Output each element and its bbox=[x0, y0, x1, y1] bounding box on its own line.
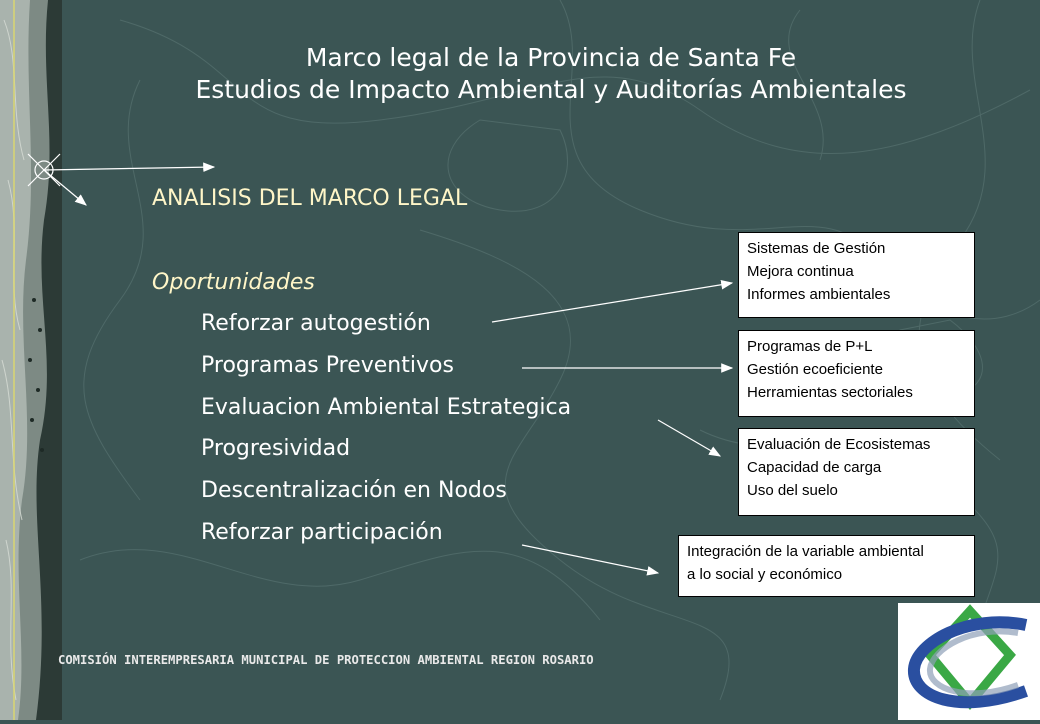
box-line: Capacidad de carga bbox=[747, 459, 882, 476]
item-programas-preventivos: Programas Preventivos bbox=[201, 353, 454, 378]
box-integracion bbox=[678, 535, 975, 597]
subheading-oportunidades: Oportunidades bbox=[152, 270, 315, 295]
logo-graphic bbox=[898, 603, 1040, 720]
box-line: Programas de P+L bbox=[747, 338, 873, 355]
section-heading: ANALISIS DEL MARCO LEGAL bbox=[152, 186, 468, 211]
box-line: Sistemas de Gestión bbox=[747, 240, 886, 257]
left-map-strip bbox=[0, 0, 62, 720]
footer-organization: COMISIÓN INTEREMPRESARIA MUNICIPAL DE PROTECCION AMBIENTAL REGION ROSARIO bbox=[58, 653, 594, 667]
box-line: Gestión ecoeficiente bbox=[747, 361, 883, 378]
box-sistemas-gestion bbox=[738, 232, 975, 318]
item-reforzar-participacion: Reforzar participación bbox=[201, 520, 443, 545]
box-evaluacion-ecosistemas bbox=[738, 428, 975, 516]
box-line: Herramientas sectoriales bbox=[747, 384, 913, 401]
title-line-2: Estudios de Impacto Ambiental y Auditorías Ambientales bbox=[195, 75, 907, 104]
box-line: Evaluación de Ecosistemas bbox=[747, 436, 931, 453]
item-reforzar-autogestion: Reforzar autogestión bbox=[201, 311, 431, 336]
box-line: Integración de la variable ambiental bbox=[687, 543, 924, 560]
item-evaluacion-ambiental: Evaluacion Ambiental Estrategica bbox=[201, 395, 572, 420]
box-line: Informes ambientales bbox=[747, 286, 891, 303]
box-line: a lo social y económico bbox=[687, 566, 843, 583]
title-line-1: Marco legal de la Provincia de Santa Fe bbox=[305, 43, 797, 72]
item-descentralizacion: Descentralización en Nodos bbox=[201, 478, 507, 503]
organization-logo bbox=[898, 603, 1040, 720]
box-programas-pl bbox=[738, 330, 975, 417]
box-line: Uso del suelo bbox=[747, 482, 838, 499]
box-line: Mejora continua bbox=[747, 263, 854, 280]
item-progresividad: Progresividad bbox=[201, 436, 351, 461]
